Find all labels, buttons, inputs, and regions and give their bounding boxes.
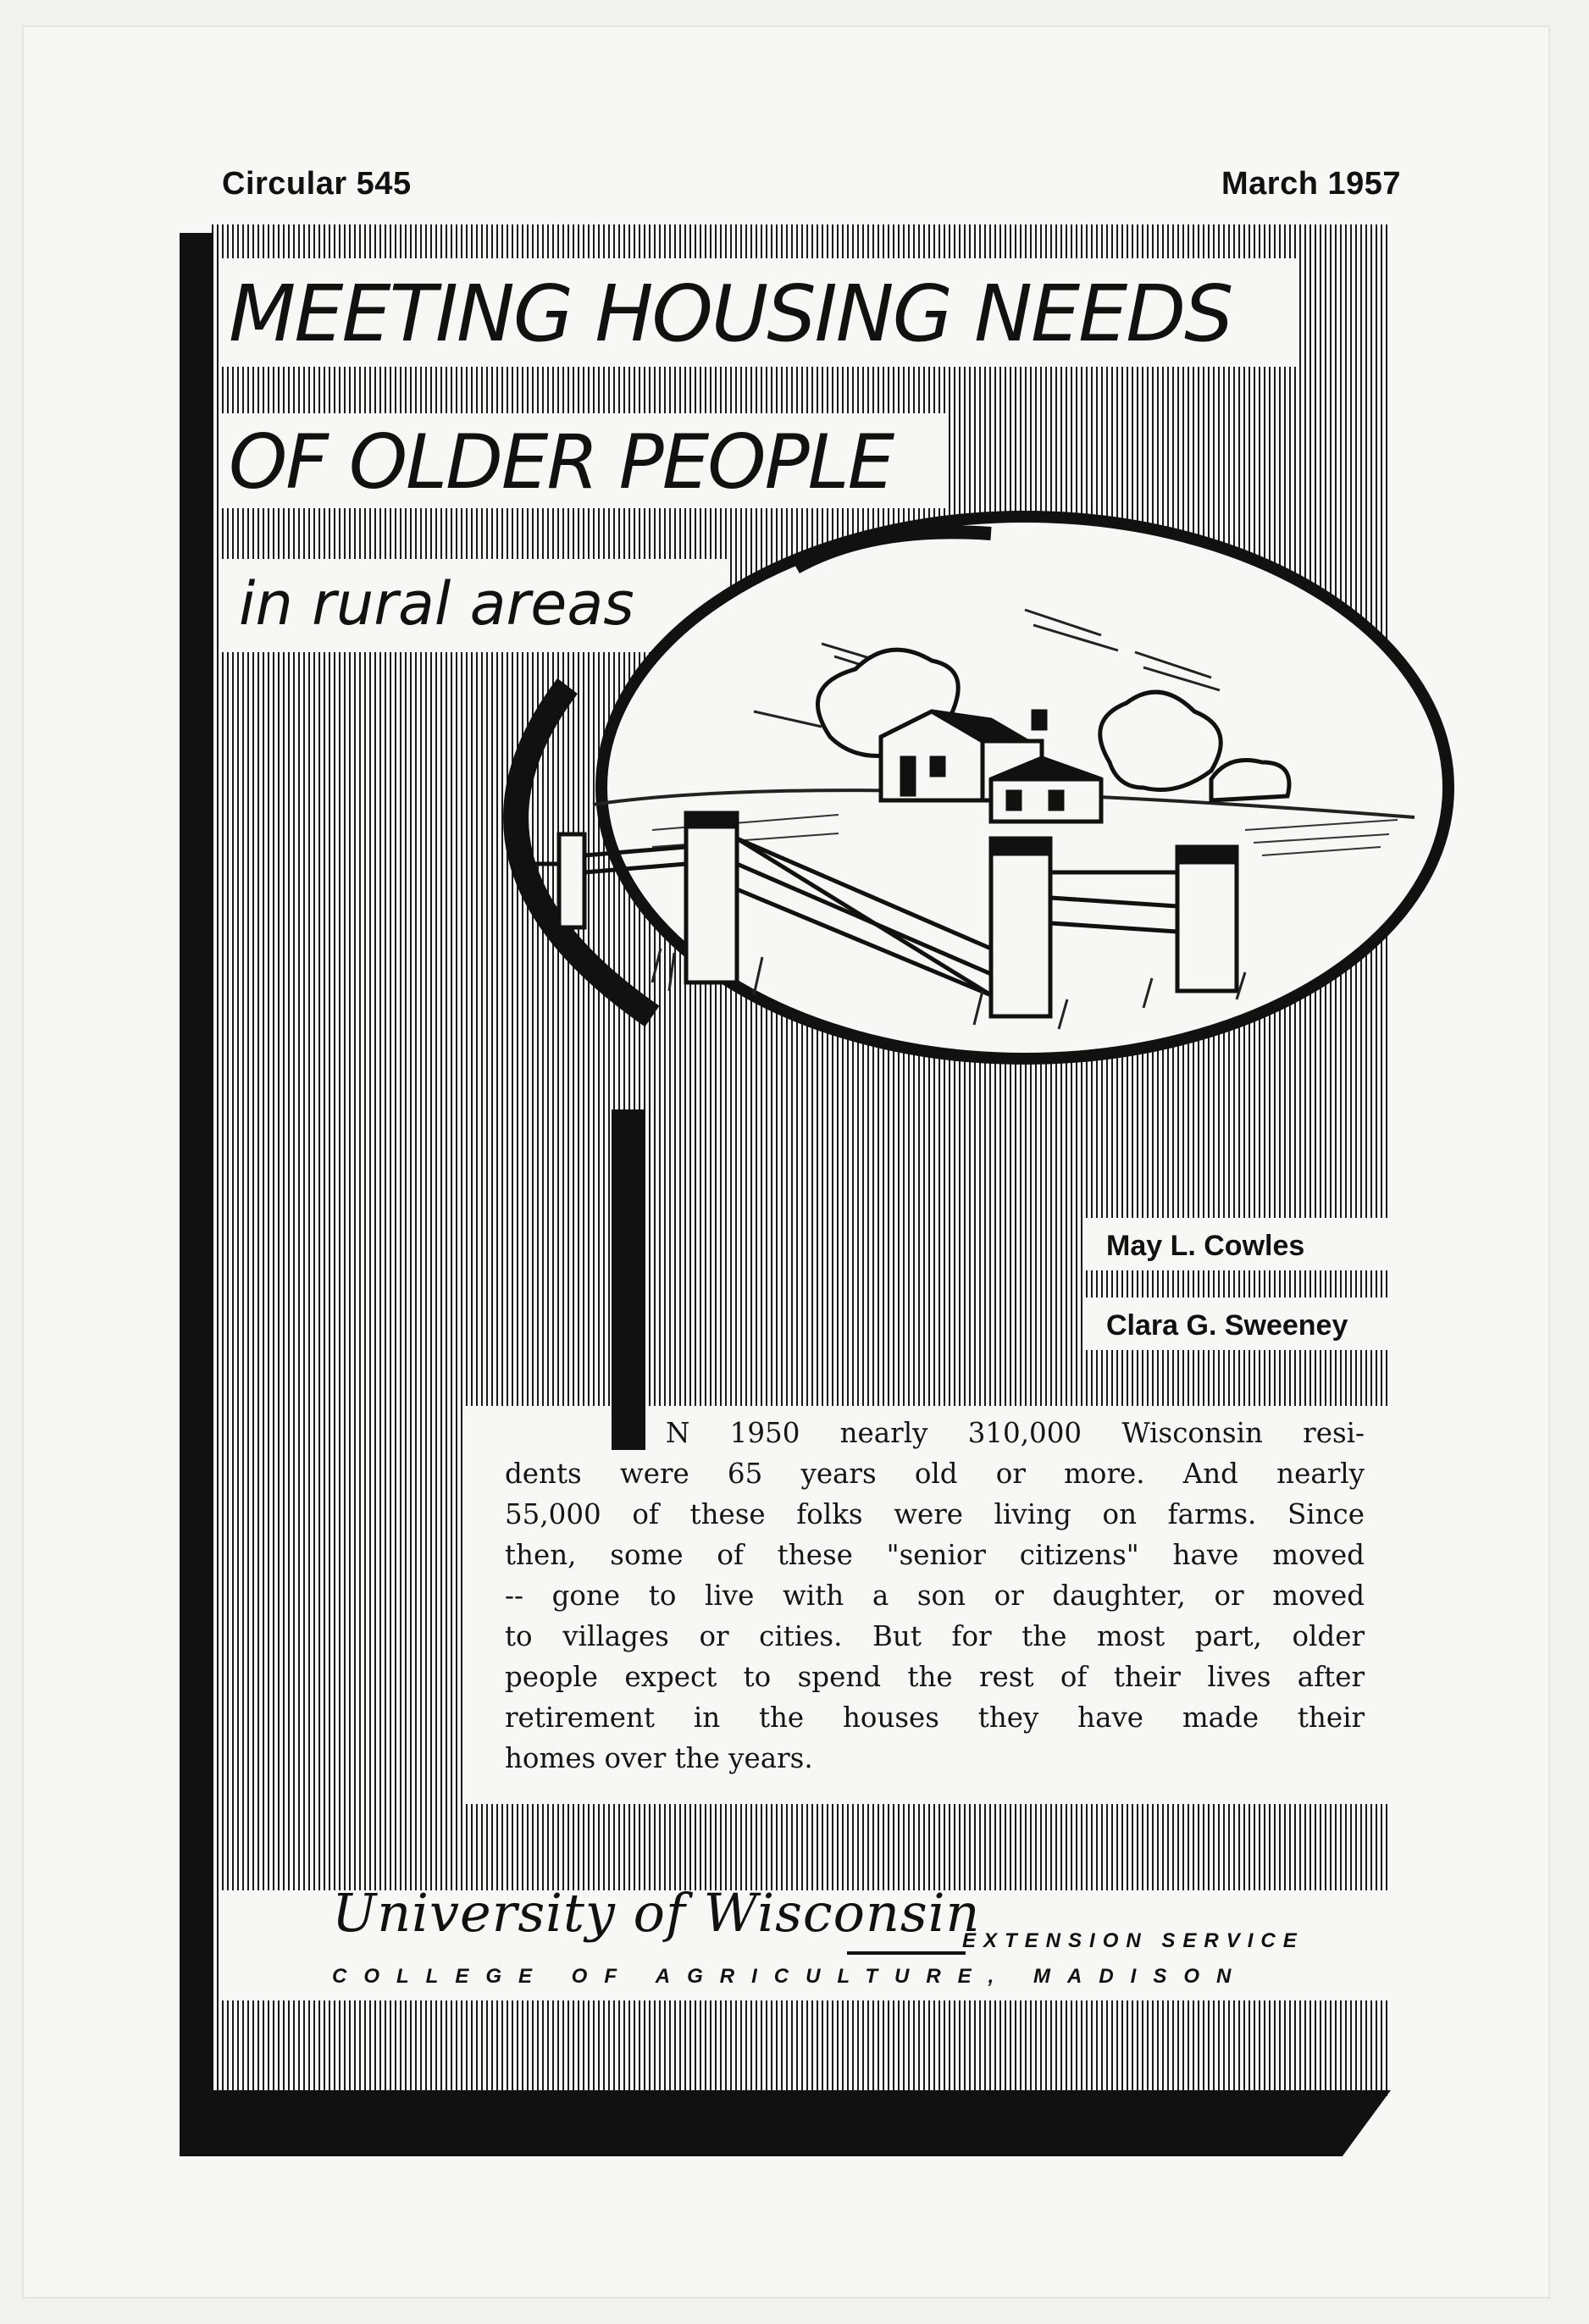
paragraph-line: then, some of these "senior citizens" have moved <box>505 1539 1365 1571</box>
circular-number: Circular 545 <box>222 166 412 202</box>
paragraph-line: 55,000 of these folks were living on farms. Since <box>505 1498 1365 1530</box>
university-name: University of Wisconsin <box>332 1882 981 1944</box>
paragraph-line: homes over the years. <box>505 1742 813 1774</box>
dropcap-stem-bar <box>612 1109 645 1448</box>
extension-service-label: EXTENSION SERVICE <box>962 1929 1304 1952</box>
college-label: COLLEGE OF AGRICULTURE, MADISON <box>332 1965 1248 1988</box>
signature-underline <box>847 1951 966 1955</box>
paragraph-line: people expect to spend the rest of their lives after <box>505 1661 1365 1693</box>
paragraph-line: N 1950 nearly 310,000 Wisconsin resi- <box>666 1417 1365 1449</box>
title-line-3: in rural areas <box>220 559 728 652</box>
intro-paragraph <box>505 1413 1365 1779</box>
paragraph-line: -- gone to live with a son or daughter, or moved <box>505 1580 1365 1612</box>
author-name: Clara G. Sweeney <box>1086 1298 1392 1350</box>
title-line-1: MEETING HOUSING NEEDS <box>220 258 1296 367</box>
farmhouse-landscape-illustration <box>398 508 1499 1135</box>
left-shadow-bar <box>180 233 213 2155</box>
author-name: May L. Cowles <box>1086 1218 1392 1270</box>
paragraph-line: dents were 65 years old or more. And nearly <box>505 1458 1365 1490</box>
paragraph-line: to villages or cities. But for the most part, older <box>505 1620 1365 1652</box>
paragraph-line: retirement in the houses they have made their <box>505 1702 1365 1734</box>
bottom-shadow-bar <box>180 2090 1391 2156</box>
title-line-2: OF OLDER PEOPLE <box>220 413 947 508</box>
publication-date: March 1957 <box>1221 166 1402 202</box>
